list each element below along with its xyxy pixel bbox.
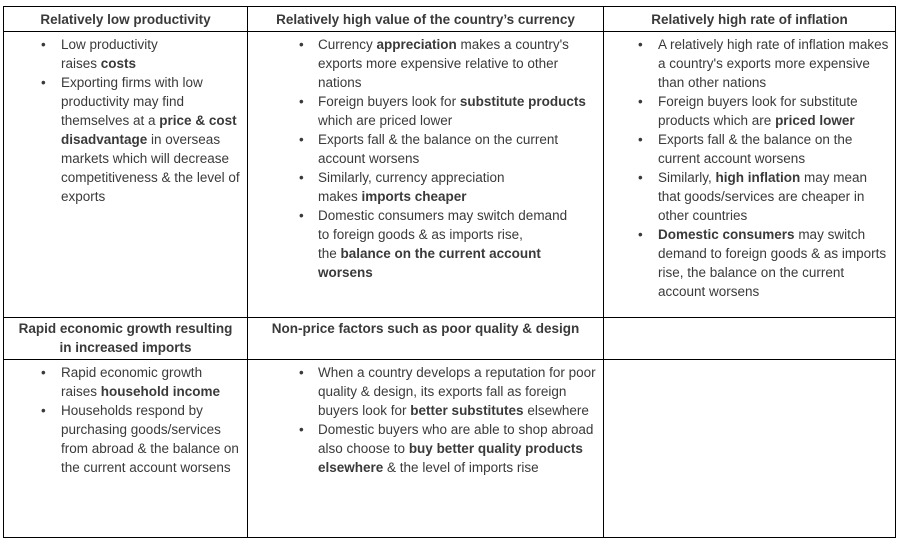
header-cell-high-inflation: Relatively high rate of inflation	[604, 7, 896, 32]
header-cell-high-currency-value: Relatively high value of the country’s currency	[248, 7, 604, 32]
bullet-list	[604, 35, 895, 301]
header-row-1	[4, 7, 896, 32]
bullet-list	[4, 363, 247, 477]
bullet-item: • Similarly, high inflation may mean that goods/services are cheaper in other countries	[658, 168, 891, 225]
content-row-2	[4, 360, 896, 538]
bullet-item: • Households respond by purchasing goods/services from abroad & the balance on the current account worsens	[61, 401, 243, 477]
bullet-item: • Foreign buyers look for substitute products which are priced lower	[658, 92, 891, 130]
content-row-1	[4, 32, 896, 318]
bullet-item: • Currency appreciation makes a country's exports more expensive relative to other nations	[318, 35, 597, 92]
bullet-item: • Domestic buyers who are able to shop abroad also choose to buy better quality products elsewhere & the level of imports rise	[318, 420, 597, 477]
content-cell-empty	[604, 360, 896, 538]
header-cell-rapid-growth: Rapid economic growth resulting in increased imports	[4, 318, 248, 360]
content-cell-low-productivity	[4, 32, 248, 318]
header-cell-non-price-factors: Non-price factors such as poor quality & design	[248, 318, 604, 360]
content-cell-high-inflation	[604, 32, 896, 318]
bullet-item: • Rapid economic growth raises household income	[61, 363, 243, 401]
header-cell-empty	[604, 318, 896, 360]
bullet-item: • Similarly, currency appreciation makes imports cheaper	[318, 168, 597, 206]
header-cell-low-productivity: Relatively low productivity	[4, 7, 248, 32]
bullet-item: • When a country develops a reputation for poor quality & design, its exports fall as foreign buyers look for better substitutes elsewhere	[318, 363, 597, 420]
bullet-item: • Foreign buyers look for substitute products which are priced lower	[318, 92, 597, 130]
bullet-list	[248, 363, 603, 477]
content-cell-non-price-factors	[248, 360, 604, 538]
bullet-list	[4, 35, 247, 206]
bullet-item: • Low productivity raises costs	[61, 35, 243, 73]
bullet-item: • A relatively high rate of inflation makes a country's exports more expensive than other nations	[658, 35, 891, 92]
current-account-deficit-causes-table	[3, 6, 896, 538]
bullet-item: • Exporting firms with low productivity may find themselves at a price & cost disadvantage in overseas markets which will decrease competitiveness & the level of exports	[61, 73, 243, 206]
bullet-list	[248, 35, 603, 282]
bullet-item: • Exports fall & the balance on the current account worsens	[318, 130, 597, 168]
content-cell-rapid-growth	[4, 360, 248, 538]
content-cell-high-currency-value	[248, 32, 604, 318]
bullet-item: • Domestic consumers may switch demand to foreign goods & as imports rise, the balance on the current account worsens	[658, 225, 891, 301]
bullet-item: • Exports fall & the balance on the current account worsens	[658, 130, 891, 168]
header-row-2	[4, 318, 896, 360]
bullet-item: • Domestic consumers may switch demand to foreign goods & as imports rise, the balance on the current account worsens	[318, 206, 597, 282]
